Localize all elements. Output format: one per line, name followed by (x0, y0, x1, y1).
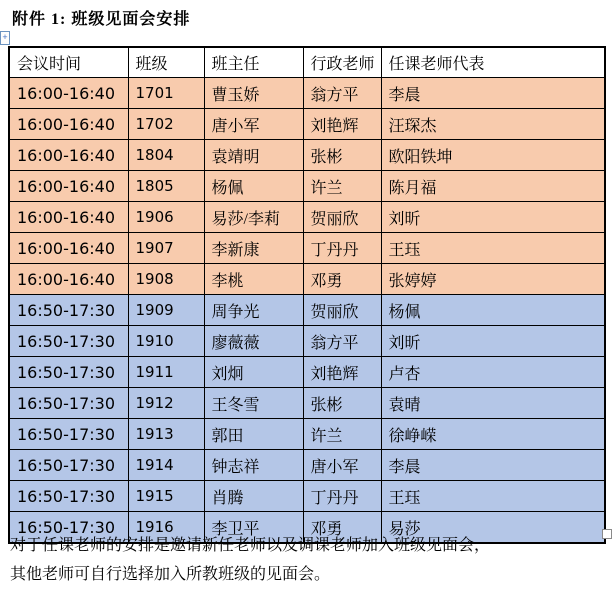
cell-class-id: 1906 (128, 202, 204, 233)
cell-meeting-time: 16:00-16:40 (9, 171, 128, 202)
cell-meeting-time: 16:00-16:40 (9, 140, 128, 171)
cell-meeting-time: 16:50-17:30 (9, 357, 128, 388)
cell-rep-teacher: 李晨 (381, 78, 605, 109)
header-cell-time: 会议时间 (9, 47, 128, 78)
cell-head-teacher: 李桃 (204, 264, 303, 295)
header-row (9, 47, 605, 78)
table-row (9, 295, 605, 326)
cell-class-id: 1701 (128, 78, 204, 109)
cell-admin-teacher: 丁丹丹 (303, 481, 381, 512)
header-cell-admin-teacher: 行政老师 (303, 47, 381, 78)
cell-rep-teacher: 刘昕 (381, 202, 605, 233)
cell-head-teacher: 李新康 (204, 233, 303, 264)
cell-rep-teacher: 袁晴 (381, 388, 605, 419)
cell-head-teacher: 袁靖明 (204, 140, 303, 171)
table-row (9, 171, 605, 202)
table-row (9, 419, 605, 450)
cell-admin-teacher: 许兰 (303, 171, 381, 202)
page-title: 附件 1: 班级见面会安排 (12, 11, 191, 28)
cell-class-id: 1805 (128, 171, 204, 202)
cell-admin-teacher: 丁丹丹 (303, 233, 381, 264)
cell-admin-teacher: 张彬 (303, 388, 381, 419)
cell-admin-teacher: 贺丽欣 (303, 295, 381, 326)
cell-admin-teacher: 邓勇 (303, 512, 381, 544)
cell-head-teacher: 廖薇薇 (204, 326, 303, 357)
cell-class-id: 1912 (128, 388, 204, 419)
table-row (9, 264, 605, 295)
cell-rep-teacher: 汪琛杰 (381, 109, 605, 140)
cell-meeting-time: 16:50-17:30 (9, 388, 128, 419)
cell-class-id: 1916 (128, 512, 204, 544)
cell-class-id: 1914 (128, 450, 204, 481)
cell-admin-teacher: 张彬 (303, 140, 381, 171)
cell-meeting-time: 16:00-16:40 (9, 78, 128, 109)
cell-class-id: 1702 (128, 109, 204, 140)
cell-class-id: 1913 (128, 419, 204, 450)
cell-class-id: 1804 (128, 140, 204, 171)
header-cell-head-teacher: 班主任 (204, 47, 303, 78)
cell-meeting-time: 16:00-16:40 (9, 233, 128, 264)
footer-note (10, 531, 606, 589)
cell-admin-teacher: 刘艳辉 (303, 357, 381, 388)
cell-head-teacher: 郭田 (204, 419, 303, 450)
cell-head-teacher: 李卫平 (204, 512, 303, 544)
cell-meeting-time: 16:50-17:30 (9, 295, 128, 326)
cell-admin-teacher: 唐小军 (303, 450, 381, 481)
table-row (9, 450, 605, 481)
cell-meeting-time: 16:50-17:30 (9, 450, 128, 481)
cell-head-teacher: 易莎/李莉 (204, 202, 303, 233)
footer-note-line1: 对于任课老师的安排是邀请新任老师以及调课老师加入班级见面会， (10, 537, 491, 554)
table-row (9, 140, 605, 171)
cell-meeting-time: 16:50-17:30 (9, 481, 128, 512)
cell-meeting-time: 16:00-16:40 (9, 264, 128, 295)
cell-class-id: 1908 (128, 264, 204, 295)
table-row (9, 357, 605, 388)
cell-meeting-time: 16:50-17:30 (9, 419, 128, 450)
cell-head-teacher: 唐小军 (204, 109, 303, 140)
cell-rep-teacher: 陈月福 (381, 171, 605, 202)
cell-class-id: 1910 (128, 326, 204, 357)
cell-rep-teacher: 李晨 (381, 450, 605, 481)
table-row (9, 481, 605, 512)
cell-meeting-time: 16:00-16:40 (9, 109, 128, 140)
header-cell-class: 班级 (128, 47, 204, 78)
cell-rep-teacher: 卢杏 (381, 357, 605, 388)
cell-head-teacher: 肖腾 (204, 481, 303, 512)
cell-class-id: 1911 (128, 357, 204, 388)
cell-class-id: 1909 (128, 295, 204, 326)
header-cell-rep-teacher: 任课老师代表 (381, 47, 605, 78)
cell-rep-teacher: 刘昕 (381, 326, 605, 357)
cell-meeting-time: 16:00-16:40 (9, 202, 128, 233)
schedule-table (8, 46, 606, 544)
cell-admin-teacher: 翁方平 (303, 78, 381, 109)
cell-meeting-time: 16:50-17:30 (9, 512, 128, 544)
table-row (9, 233, 605, 264)
cell-rep-teacher: 王珏 (381, 481, 605, 512)
table-row (9, 78, 605, 109)
cell-rep-teacher: 徐峥嵘 (381, 419, 605, 450)
table-row (9, 326, 605, 357)
cell-meeting-time: 16:50-17:30 (9, 326, 128, 357)
cell-rep-teacher: 欧阳铁坤 (381, 140, 605, 171)
cell-head-teacher: 周争光 (204, 295, 303, 326)
cell-admin-teacher: 刘艳辉 (303, 109, 381, 140)
table-row (9, 388, 605, 419)
cell-head-teacher: 钟志祥 (204, 450, 303, 481)
footer-note-line2: 其他老师可自行选择加入所教班级的见面会。 (10, 566, 331, 583)
schedule-table-body (9, 78, 605, 544)
cell-admin-teacher: 翁方平 (303, 326, 381, 357)
cell-rep-teacher: 张婷婷 (381, 264, 605, 295)
cell-head-teacher: 杨佩 (204, 171, 303, 202)
cell-rep-teacher: 杨佩 (381, 295, 605, 326)
cell-head-teacher: 刘炯 (204, 357, 303, 388)
table-row (9, 202, 605, 233)
cell-head-teacher: 王冬雪 (204, 388, 303, 419)
cell-rep-teacher: 王珏 (381, 233, 605, 264)
table-move-handle-icon[interactable]: + (0, 31, 10, 45)
cell-admin-teacher: 贺丽欣 (303, 202, 381, 233)
cell-class-id: 1907 (128, 233, 204, 264)
cell-admin-teacher: 许兰 (303, 419, 381, 450)
table-row (9, 109, 605, 140)
cell-head-teacher: 曹玉娇 (204, 78, 303, 109)
cell-class-id: 1915 (128, 481, 204, 512)
cell-admin-teacher: 邓勇 (303, 264, 381, 295)
cell-rep-teacher: 易莎 (381, 512, 605, 544)
